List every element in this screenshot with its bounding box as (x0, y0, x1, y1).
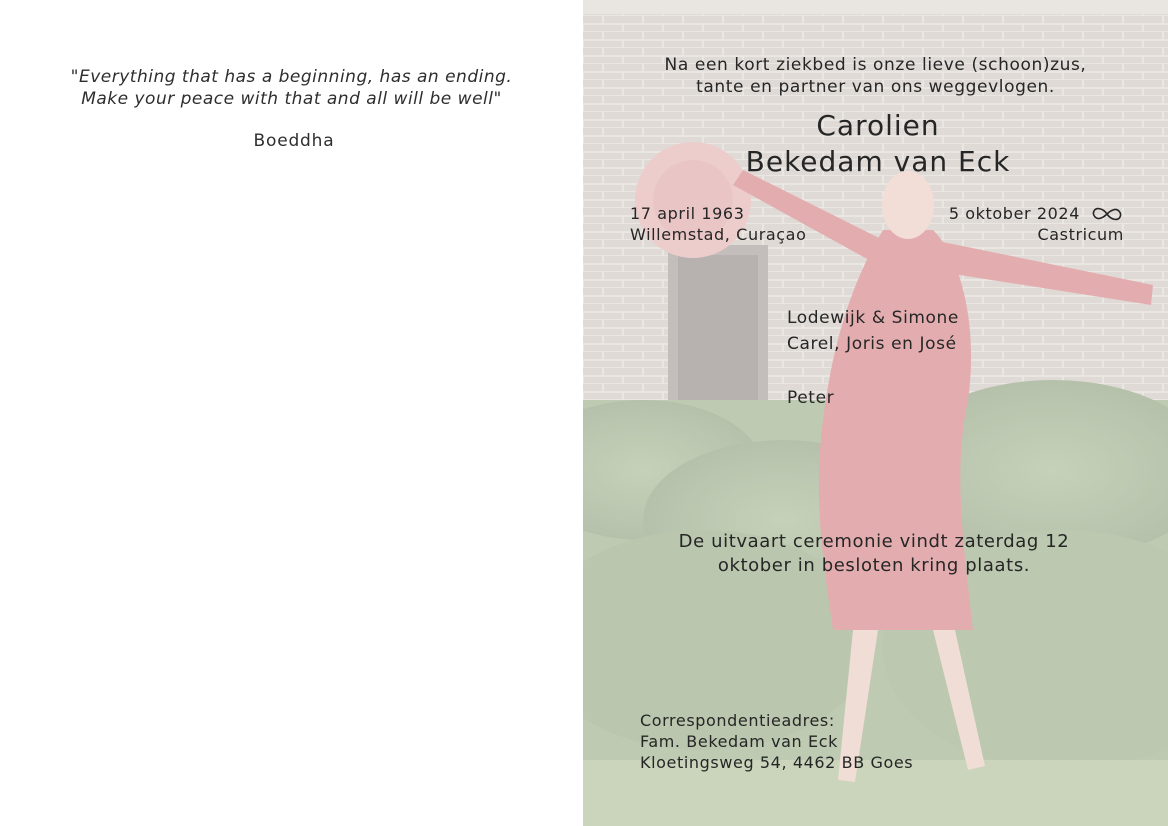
last-name: Bekedam van Eck (745, 145, 1011, 178)
ceremony-notice (583, 530, 1165, 578)
address-street: Kloetingsweg 54, 4462 BB Goes (640, 753, 914, 772)
quote-line-1: "Everything that has a beginning, has an ending. (70, 67, 513, 87)
intro-line-2: tante en partner van ons weggevlogen. (696, 77, 1055, 97)
quote (0, 66, 583, 110)
family-line-1: Lodewijk & Simone (787, 308, 959, 328)
intro-line-1: Na een kort ziekbed is onze lieve (schoon)zus, (664, 55, 1087, 75)
left-page (0, 0, 583, 826)
death-place: Castricum (1037, 225, 1124, 244)
family-line-2: Carel, Joris en José (787, 334, 957, 354)
deceased-name (583, 108, 1168, 180)
right-page (583, 0, 1168, 826)
quote-author: Boeddha (253, 131, 335, 151)
birth-info (630, 203, 806, 245)
correspondence-address (640, 710, 913, 773)
ceremony-line-1: De uitvaart ceremonie vindt zaterdag 12 (678, 531, 1070, 552)
infinity-icon (1090, 205, 1124, 223)
birth-place: Willemstad, Curaçao (630, 225, 807, 244)
announcement-intro (583, 54, 1168, 98)
death-date: 5 oktober 2024 (948, 204, 1080, 223)
address-name: Fam. Bekedam van Eck (640, 732, 838, 751)
quote-line-2: Make your peace with that and all will be well" (81, 89, 502, 109)
address-heading: Correspondentieadres: (640, 711, 835, 730)
birth-date: 17 april 1963 (630, 204, 745, 223)
family-list (787, 305, 959, 357)
partner-name: Peter (787, 388, 835, 408)
ceremony-line-2: oktober in besloten kring plaats. (717, 555, 1031, 576)
death-info (949, 203, 1124, 245)
first-name: Carolien (816, 109, 940, 142)
